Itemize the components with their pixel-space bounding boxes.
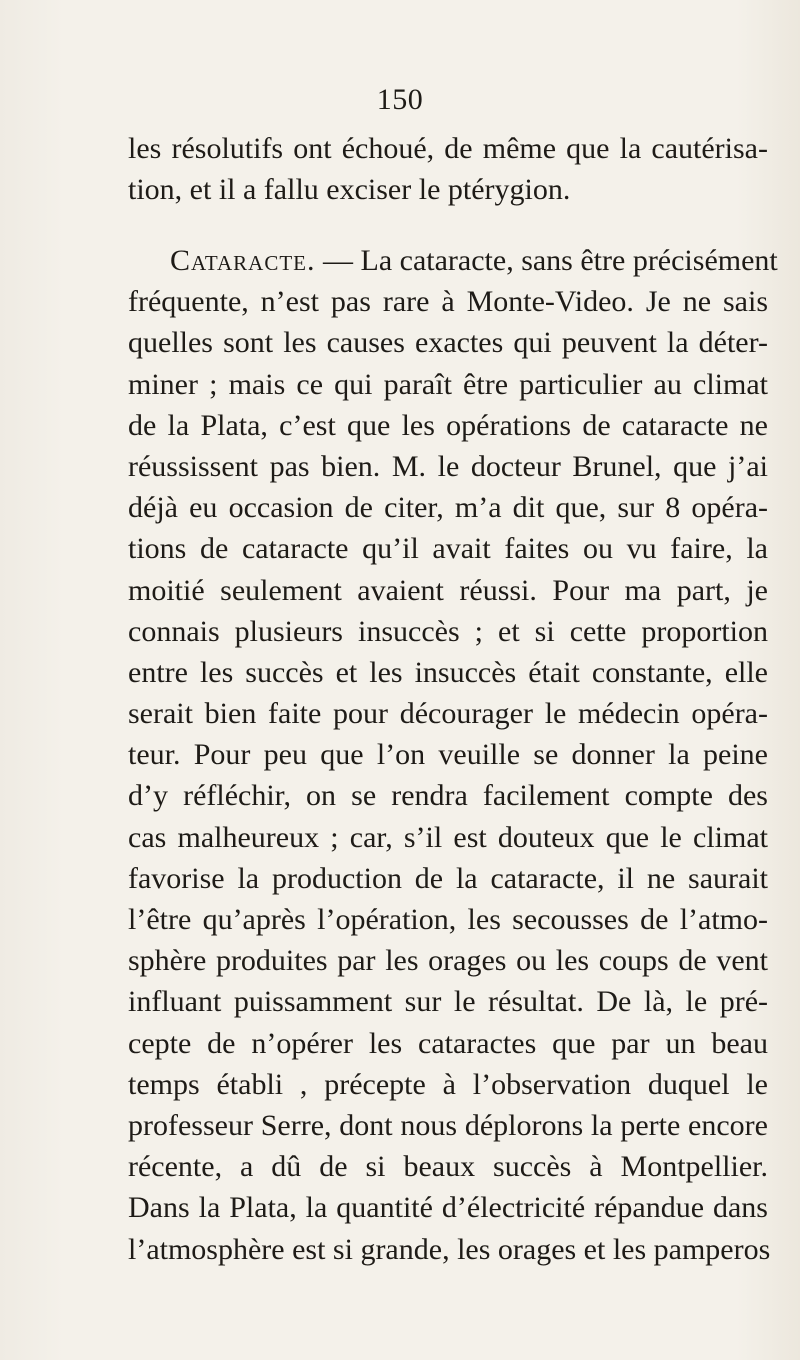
text-line: cepte de n’opérer les cataractes que par un beau — [128, 1026, 768, 1060]
text-line: tion, et il a fallu exciser le ptérygion. — [128, 173, 571, 207]
text-line: d’y réfléchir, on se rendra facilement compte des — [128, 779, 768, 813]
text-line: entre les succès et les insuccès était constante, elle — [128, 655, 768, 689]
text-line: sphère produites par les orages ou les coups de vent — [128, 944, 768, 978]
text-line: récente, a dû de si beaux succès à Montpellier. — [128, 1150, 768, 1184]
paragraph-pterygion — [128, 128, 768, 210]
heading-line-rest: — La cataracte, sans être précisément — [315, 244, 778, 277]
text-line: moitié seulement avaient réussi. Pour ma part, je — [128, 573, 768, 607]
text-line: l’être qu’après l’opération, les secousses de l’atmo- — [128, 903, 768, 936]
text-line: déjà eu occasion de citer, m’a dit que, sur 8 opéra- — [128, 491, 768, 525]
text-line: temps établi , précepte à l’observation duquel le — [128, 1067, 768, 1101]
text-line: Dans la Plata, la quantité d’électricité répandue dans — [128, 1191, 768, 1225]
section-heading-cataracte: Cataracte. — [170, 244, 316, 277]
text-line: l’atmosphère est si grande, les orages et les pamperos — [128, 1232, 771, 1266]
text-line: teur. Pour peu que l’on veuille se donner la peine — [128, 738, 768, 772]
text-line: professeur Serre, dont nous déplorons la perte encore — [128, 1108, 768, 1142]
text-line: de la Plata, c’est que les opérations de cataracte ne — [128, 408, 768, 442]
text-line: cas malheureux ; car, s’il est douteux que le climat — [128, 820, 768, 854]
text-line: connais plusieurs insuccès ; et si cette proportion — [128, 614, 768, 648]
page-number: 150 — [376, 83, 424, 116]
text-line-heading — [128, 240, 778, 281]
text-line: réussissent pas bien. M. le docteur Brunel, que j’ai — [128, 449, 768, 483]
text-line: quelles sont les causes exactes qui peuvent la déter- — [128, 326, 768, 360]
text-line: serait bien faite pour décourager le médecin opéra- — [128, 697, 768, 731]
paragraph-cataracte — [128, 240, 778, 1270]
text-line: influant puissamment sur le résultat. De là, le pré- — [128, 985, 768, 1019]
text-line: miner ; mais ce qui paraît être particulier au climat — [128, 367, 768, 401]
text-line: tions de cataracte qu’il avait faites ou vu faire, la — [128, 532, 768, 566]
text-line: favorise la production de la cataracte, il ne saurait — [128, 861, 768, 895]
text-line: les résolutifs ont échoué, de même que la cautérisa- — [128, 132, 768, 165]
text-line: fréquente, n’est pas rare à Monte-Video. Je ne sais — [128, 285, 768, 319]
